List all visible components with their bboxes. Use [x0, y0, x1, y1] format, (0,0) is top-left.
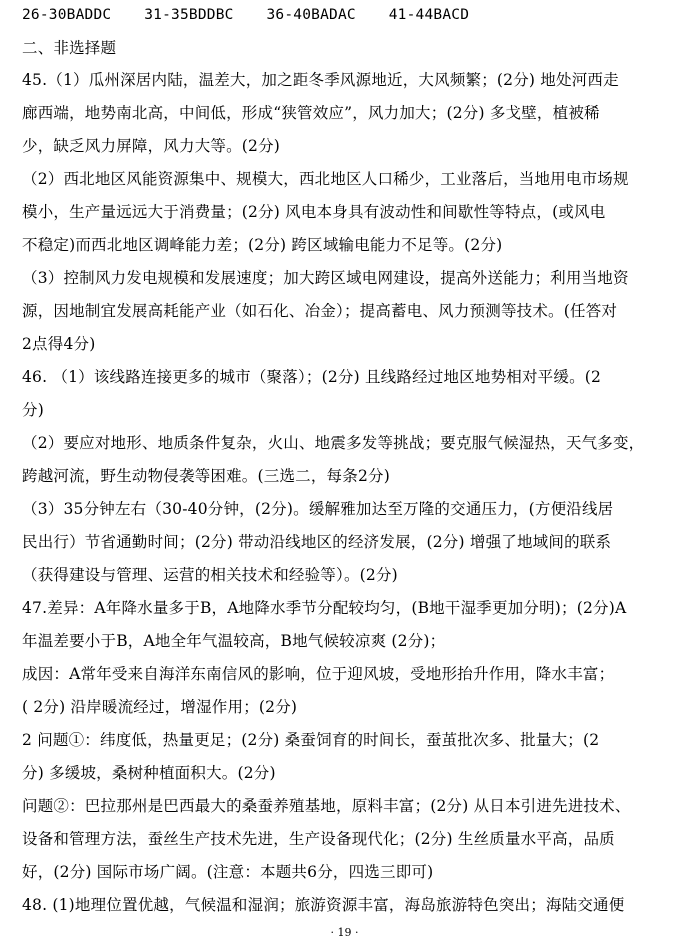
- text-line: 2 问题①：纬度低，热量更足；(2分) 桑蚕饲育的时间长，蚕茧批次多、批量大；(2: [22, 731, 600, 749]
- text-line: 源，因地制宜发展高耗能产业（如石化、冶金）；提高蓄电、风力预测等技术。(任答对: [22, 302, 618, 320]
- answer-key-row: [22, 5, 493, 25]
- answer-group: 41-44BACD: [388, 7, 470, 23]
- text-line: （3）控制风力发电规模和发展速度；加大跨区域电网建设，提高外送能力；利用当地资: [22, 269, 629, 287]
- text-line: 跨越河流，野生动物侵袭等困难。(三选二，每条2分): [22, 467, 390, 485]
- text-line: 廊西端，地势南北高，中间低，形成“狭管效应”，风力加大；(2分) 多戈壁，植被稀: [22, 104, 600, 122]
- text-line: （2）要应对地形、地质条件复杂，火山、地震多发等挑战；要克服气候湿热，天气多变，: [22, 434, 645, 452]
- text-line: 分) 多缓坡，桑树种植面积大。(2分): [22, 764, 276, 782]
- answer-group: 26-30BADDC: [22, 7, 112, 23]
- text-line: 45.（1）瓜州深居内陆，温差大，加之距冬季风源地近，大风频繁；(2分) 地处河西走: [22, 71, 619, 89]
- text-line: 成因：A常年受来自海洋东南信风的影响，位于迎风坡，受地形抬升作用，降水丰富；: [22, 665, 615, 683]
- text-line: ( 2分) 沿岸暖流经过，增湿作用；(2分): [22, 698, 298, 716]
- text-line: 48. (1)地理位置优越，气候温和湿润；旅游资源丰富，海岛旅游特色突出；海陆交通便: [22, 896, 625, 914]
- text-line: （3）35分钟左右（30-40分钟，(2分)。缓解雅加达至万隆的交通压力，(方便沿线居: [22, 500, 614, 518]
- answer-group: 36-40BADAC: [266, 7, 356, 23]
- text-line: （获得建设与管理、运营的相关技术和经验等）。(2分): [22, 566, 398, 584]
- section-heading: 二、非选择题: [22, 39, 117, 57]
- text-line: 少，缺乏风力屏障，风力大等。(2分): [22, 137, 281, 155]
- text-line: 好，(2分) 国际市场广阔。(注意：本题共6分，四选三即可): [22, 863, 434, 881]
- page-number: · 19 ·: [330, 926, 359, 939]
- text-line: 民出行）节省通勤时间；(2分) 带动沿线地区的经济发展，(2分) 增强了地域间的联系: [22, 533, 612, 551]
- answer-group: 31-35BDDBC: [144, 7, 234, 23]
- text-line: 分): [22, 401, 44, 419]
- text-line: 问题②：巴拉那州是巴西最大的桑蚕养殖基地，原料丰富；(2分) 从日本引进先进技术、: [22, 797, 631, 815]
- text-line: 2点得4分): [22, 335, 96, 353]
- text-line: 设备和管理方法，蚕丝生产技术先进，生产设备现代化；(2分) 生丝质量水平高，品质: [22, 830, 615, 848]
- text-line: 年温差要小于B，A地全年气温较高，B地气候较凉爽 (2分)；: [22, 632, 446, 650]
- text-line: 46. （1）该线路连接更多的城市（聚落）；(2分) 且线路经过地区地势相对平缓。(2: [22, 368, 602, 386]
- text-line: （2）西北地区风能资源集中、规模大，西北地区人口稀少，工业落后，当地用电市场规: [22, 170, 629, 188]
- text-line: 47.差异：A年降水量多于B，A地降水季节分配较均匀，(B地干湿季更加分明)；(2分)A: [22, 599, 627, 617]
- text-line: 模小，生产量远远大于消费量；(2分) 风电本身具有波动性和间歇性等特点，(或风电: [22, 203, 606, 221]
- text-line: 不稳定)而西北地区调峰能力差；(2分) 跨区域输电能力不足等。(2分): [22, 236, 503, 254]
